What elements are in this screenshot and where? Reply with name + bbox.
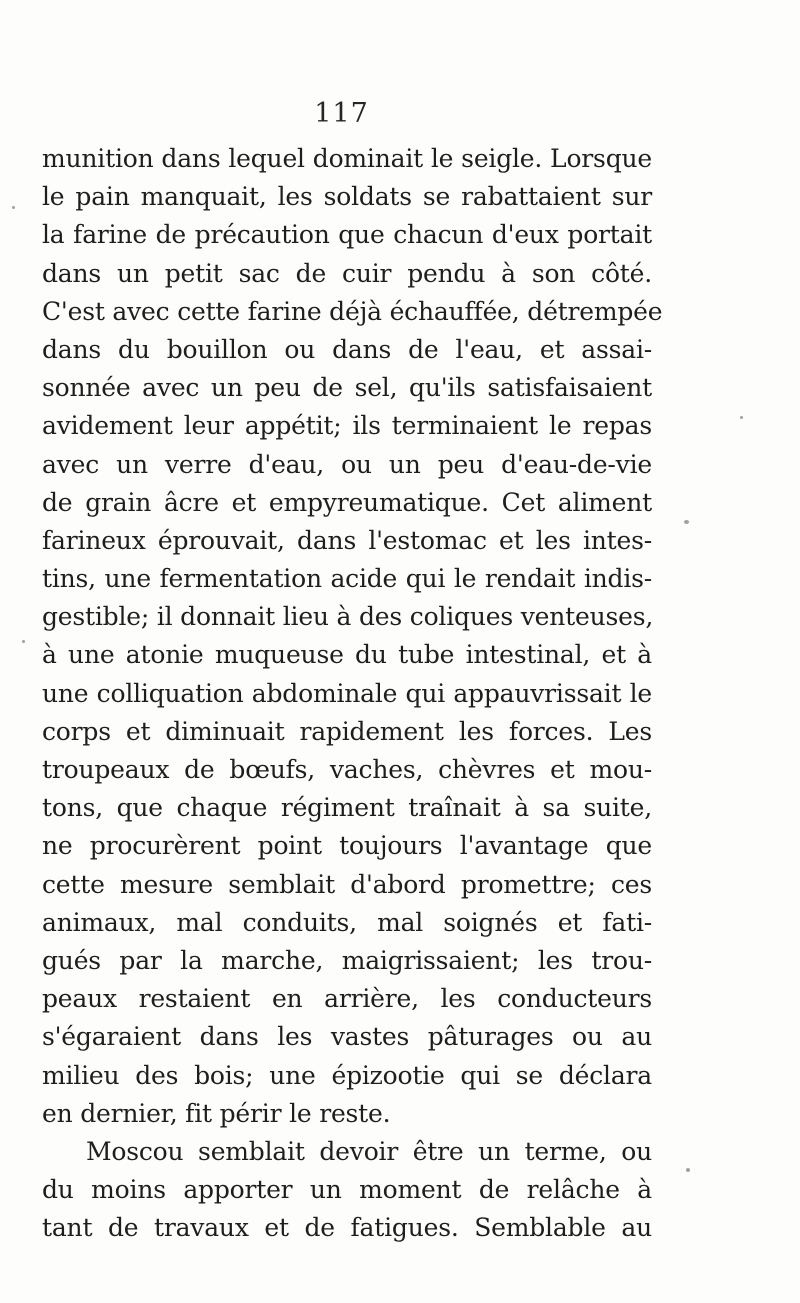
text-line: de grain âcre et empyreumatique. Cet aliment — [42, 487, 652, 517]
text-line: peaux restaient en arrière, les conducteurs — [42, 984, 652, 1014]
paper-speck — [740, 416, 743, 419]
paper-speck — [684, 520, 689, 524]
text-line: en dernier, fit périr le reste. — [42, 1098, 391, 1128]
text-line: tins, une fermentation acide qui le rendait indis- — [42, 564, 652, 594]
paper-speck — [686, 1168, 690, 1172]
text-line: tant de travaux et de fatigues. Semblable au — [42, 1213, 652, 1243]
text-line: corps et diminuait rapidement les forces. Les — [42, 716, 652, 746]
text-line: dans un petit sac de cuir pendu à son côté. — [42, 258, 652, 288]
paper-speck — [12, 206, 15, 209]
text-line: cette mesure semblait d'abord promettre; ces — [42, 869, 652, 899]
text-line: du moins apporter un moment de relâche à — [42, 1175, 652, 1205]
paper-speck — [22, 640, 25, 643]
text-line: dans du bouillon ou dans de l'eau, et assai- — [42, 334, 652, 364]
text-line: gestible; il donnait lieu à des coliques venteuses, — [42, 602, 654, 632]
text-line: C'est avec cette farine déjà échauffée, détrempée — [42, 296, 663, 326]
text-line: avidement leur appétit; ils terminaient le repas — [42, 411, 652, 441]
text-line: tons, que chaque régiment traînait à sa suite, — [42, 793, 652, 823]
body-text — [42, 140, 663, 1247]
text-line: ne procurèrent point toujours l'avantage que — [42, 831, 652, 861]
text-line: munition dans lequel dominait le seigle. Lorsque — [42, 144, 652, 173]
text-line: le pain manquait, les soldats se rabattaient sur — [42, 182, 652, 212]
text-line: gués par la marche, maigrissaient; les trou- — [42, 945, 652, 975]
text-line: milieu des bois; une épizootie qui se déclara — [42, 1060, 652, 1090]
text-line: avec un verre d'eau, ou un peu d'eau-de-vie — [42, 449, 652, 479]
text-line: farineux éprouvait, dans l'estomac et les intes- — [42, 525, 652, 555]
text-line: animaux, mal conduits, mal soignés et fati- — [42, 907, 652, 937]
text-line: s'égaraient dans les vastes pâturages ou au — [42, 1022, 652, 1052]
text-line: sonnée avec un peu de sel, qu'ils satisfaisaient — [42, 373, 652, 403]
text-line: à une atonie muqueuse du tube intestinal, et à — [42, 640, 652, 670]
text-line: une colliquation abdominale qui appauvrissait le — [42, 678, 652, 708]
text-line: la farine de précaution que chacun d'eux portait — [42, 220, 652, 250]
text-line: troupeaux de bœufs, vaches, chèvres et mou- — [42, 755, 652, 784]
page-number: 117 — [314, 98, 369, 129]
text-line: Moscou semblait devoir être un terme, ou — [86, 1136, 652, 1166]
